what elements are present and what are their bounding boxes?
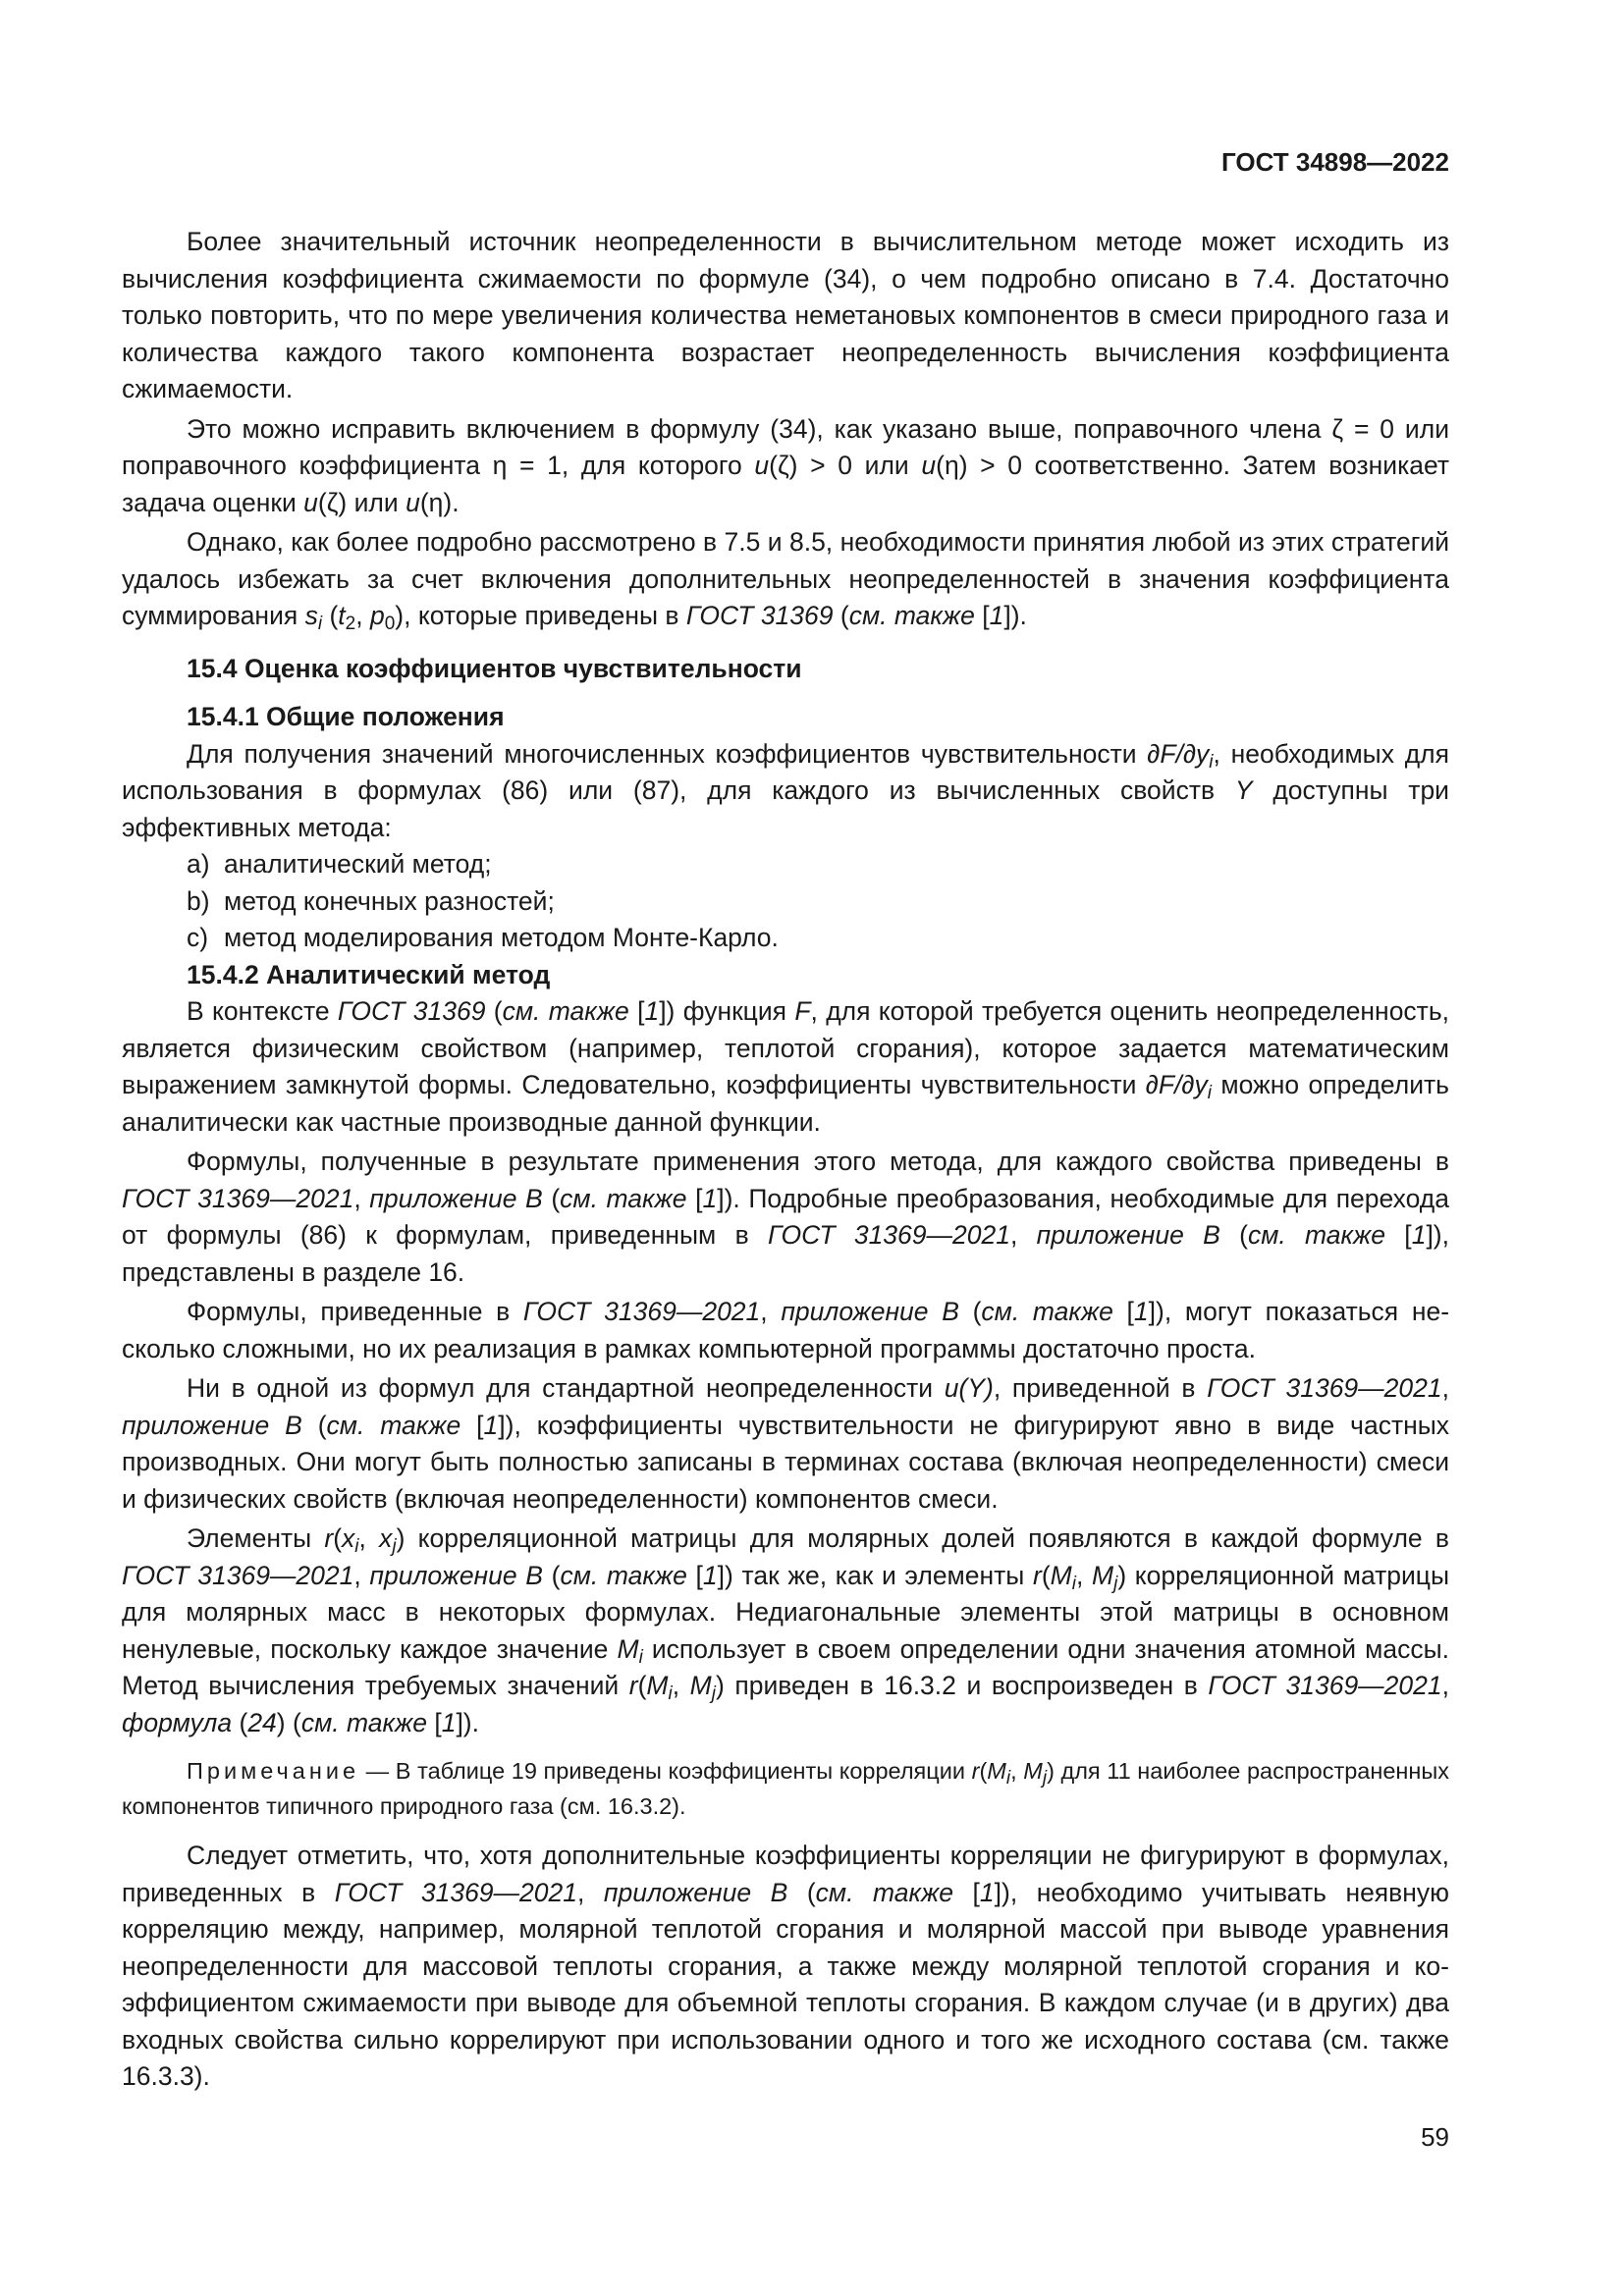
- note-label: Примечание: [187, 1758, 360, 1784]
- section-heading: 15.4 Оценка коэффициентов чувствительности: [187, 653, 802, 683]
- paragraph: Ни в одной из формул для стандартной неопределенности u(Y), приведенной в ГОСТ 31369—2021, приложение B (см. также [1]), коэффициенты чувствительности не фигурируют явно в виде частных производных. Они могут быть полностью записаны в терминах состава (включая неопределенности) смеси и физических свойств (включая неопределенности) компонентов смеси.: [122, 1373, 1450, 1514]
- paragraph: Однако, как более подробно рассмотрено в 7.5 и 8.5, необходимости принятия любой из этих стратегий удалось избежать за счет включения дополнительных неопределенностей в значения коэффициента суммирования $s_i$ ($t_2$, $p_0$), которые приведены в ГОСТ 31369 (см. также [1]).: [122, 527, 1449, 634]
- paragraph: Формулы, приведенные в ГОСТ 31369—2021, приложение B (см. также [1]), могут показаться несколько сложными, но их реализация в рамках компьютерной программы достаточно проста.: [122, 1297, 1450, 1363]
- subsection-heading: 15.4.2 Аналитический метод: [187, 959, 551, 989]
- paragraph: Элементы $r(x_i$, $x_j$) корреляционной матрицы для молярных долей появляются в каждой формуле в ГОСТ 31369—2021, приложение B (см. также [1]) так же, как и элементы $r(M_i$, $M_j$) корреляционной матрицы для молярных масс в некоторых формулах. Недиагональные элементы этой матрицы в основном ненулевые, поскольку каждое значение $M_i$ использует в своем определении одни значения атомной массы. Метод вычисления требуемых значений $r(M_i$, $M_j$) приведен в 16.3.2 и воспроизведен в ГОСТ 31369—2021, формула (24) (см. также [1]).: [122, 1523, 1450, 1737]
- document-body: [122, 224, 1449, 2096]
- paragraph: Более значительный источник неопределенности в вычислительном методе может исходить из вычисления коэффициента сжимаемости по формуле (34), о чем подробно описано в 7.4. Достаточно только повторить, что по мере увеличения количества неметановых компонентов в смеси природного газа и количества каждого такого компонента возрастает неопределенность вычисления коэффициента сжимаемости.: [122, 227, 1449, 403]
- subsection-heading: 15.4.1 Общие положения: [187, 702, 505, 731]
- paragraph: В контексте ГОСТ 31369 (см. также [1]) функция F, для которой требуется оценить неопределенность, является физическим свойством (например, теплотой сгорания), которое задается математическим выражением замкнутой формы. Следовательно, коэффициенты чувствительности $\partial F/\partial y_i$ можно определить аналитически как частные производные данной функции.: [122, 996, 1449, 1137]
- list-item: b) метод конечных разностей;: [187, 885, 555, 916]
- list-item: c) метод моделирования методом Монте-Карло.: [187, 923, 779, 952]
- paragraph: Формулы, полученные в результате применения этого метода, для каждого свойства приведены в ГОСТ 31369—2021, приложение B (см. также [1]). Подробные преобразования, необходимые для перехода от формулы (86) к формулам, приведенным в ГОСТ 31369—2021, приложение B (см. также [1]), представлены в разделе 16.: [122, 1147, 1449, 1287]
- paragraph: Это можно исправить включением в формулу (34), как указано выше, поправочного члена ζ = 0 или поправочного коэффициента η = 1, для которого u(ζ) > 0 или u(η) > 0 соответственно. Затем возникает задача оценки u(ζ) или u(η).: [122, 413, 1449, 517]
- note: Примечание — В таблице 19 приведены коэффициенты корреляции $r(M_i$, $M_j$) для 11 наиболее распространенных компонентов типичного природного газа (см. 16.3.2).: [122, 1758, 1450, 1819]
- page-number: 59: [1421, 2122, 1449, 2152]
- paragraph: Следует отметить, что, хотя дополнительные коэффициенты корреляции не фигурируют в формулах, приведенных в ГОСТ 31369—2021, приложение B (см. также [1]), необходимо учитывать неявную корреляцию между, например, молярной теплотой сгорания и молярной массой при выводе уравнения неопределенности для массовой теплоты сгорания, а также между молярной теплотой сгорания и коэффициентом сжимаемости при выводе для объемной теплоты сгорания. В каждом случае (и в других) два входных свойства сильно коррелируют при использовании одного и того же исходного состава (см. также 16.3.3).: [122, 1841, 1449, 2091]
- list-item: a) аналитический метод;: [187, 849, 492, 879]
- paragraph: Для получения значений многочисленных коэффициентов чувствительности $\partial F/\partial y_i$, необходимых для использования в формулах (86) или (87), для каждого из вычисленных свойств Y доступны три эффективных метода:: [122, 738, 1449, 842]
- document-header: ГОСТ 34898—2022: [1221, 147, 1449, 177]
